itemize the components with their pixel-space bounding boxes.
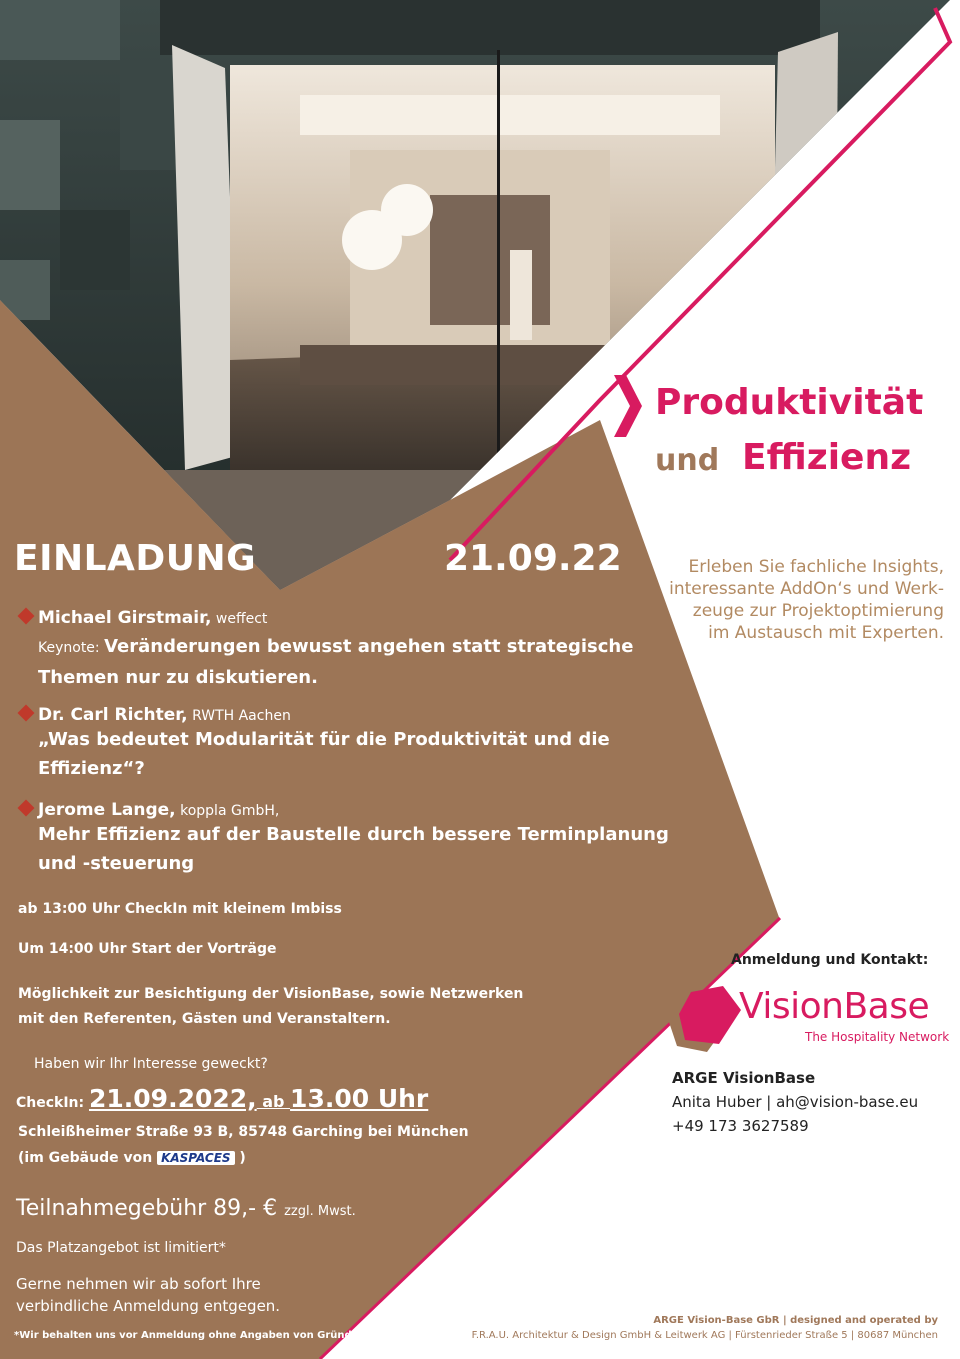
contact-details [672, 1066, 918, 1138]
checkin-label: CheckIn: [16, 1095, 89, 1111]
visionbase-logo-word: VisionBase [739, 986, 930, 1027]
checkin-time: 13.00 Uhr [290, 1084, 429, 1113]
speaker-1 [18, 608, 633, 692]
building-prefix: (im Gebäude von [18, 1150, 158, 1166]
speaker-org: weffect [211, 611, 268, 627]
start-info: Um 14:00 Uhr Start der Vorträge [18, 941, 277, 957]
title-produktivitaet: Produktivität [655, 382, 924, 423]
limited-note: Das Platzangebot ist limitiert* [16, 1240, 226, 1256]
bullet-icon [18, 705, 35, 722]
event-date: 21.09.22 [444, 538, 622, 579]
intro-line: interessante AddOn‘s und Werk- [669, 579, 944, 599]
intro-text [640, 556, 944, 644]
speaker-3 [18, 800, 669, 878]
address: Schleißheimer Straße 93 B, 85748 Garching bei München [18, 1124, 469, 1140]
title-effizienz: Effizienz [742, 437, 912, 478]
footer [472, 1313, 938, 1343]
visit-line: Möglichkeit zur Besichtigung der VisionBase, sowie Netzwerken [18, 986, 524, 1002]
accept-line: verbindliche Anmeldung entgegen. [16, 1297, 281, 1315]
footer-line: ARGE Vision-Base GbR | designed and operated by [653, 1315, 938, 1326]
accept-line: Gerne nehmen wir ab sofort Ihre [16, 1275, 261, 1293]
checkin-ab: ab [256, 1092, 291, 1111]
talk-title: „Was bedeutet Modularität für die Produktivität und die [38, 729, 610, 750]
fee-amount: Teilnahmegebühr 89,- € [16, 1196, 285, 1221]
einladung-heading: EINLADUNG [14, 538, 257, 579]
checkin-date: 21.09.2022, [89, 1084, 257, 1113]
fee-tax: zzgl. Mwst. [284, 1204, 356, 1219]
contact-org: ARGE VisionBase [672, 1069, 816, 1087]
visionbase-tagline: The Hospitality Network [805, 1030, 950, 1044]
fee [16, 1196, 356, 1221]
intro-line: Erleben Sie fachliche Insights, [688, 557, 944, 577]
contact-phone[interactable]: +49 173 3627589 [672, 1117, 809, 1135]
speaker-org: koppla GmbH, [175, 803, 280, 819]
visit-info [18, 982, 523, 1032]
building-suffix: ) [234, 1150, 246, 1166]
talk-title: Veränderungen bewusst angehen statt strategische [104, 636, 634, 657]
chevron-icon [614, 375, 642, 437]
footnote: *Wir behalten uns vor Anmeldung ohne Angaben von Gründen abzulehnen. [14, 1330, 439, 1341]
speaker-name: Michael Girstmair, [38, 608, 212, 628]
speaker-org: RWTH Aachen [187, 708, 291, 724]
intro-line: im Austausch mit Experten. [708, 623, 944, 643]
speaker-name: Jerome Lange, [38, 800, 176, 820]
intro-line: zeuge zur Projektoptimierung [692, 601, 944, 621]
contact-title: Anmeldung und Kontakt: [731, 952, 929, 968]
talk-title: und -steuerung [38, 853, 195, 874]
footer-line: F.R.A.U. Architektur & Design GmbH & Leitwerk AG | Fürstenrieder Straße 5 | 80687 München [471, 1330, 938, 1341]
bullet-icon [18, 608, 35, 625]
speaker-name: Dr. Carl Richter, [38, 705, 188, 725]
checkin-details [16, 1084, 428, 1113]
checkin-info: ab 13:00 Uhr CheckIn mit kleinem Imbiss [18, 901, 342, 917]
talk-title: Mehr Effizienz auf der Baustelle durch bessere Terminplanung [38, 824, 669, 845]
building-note [18, 1150, 246, 1166]
visionbase-logo-icon [667, 986, 747, 1056]
interest-question: Haben wir Ihr Interesse geweckt? [34, 1056, 268, 1072]
contact-person[interactable]: Anita Huber | ah@vision-base.eu [672, 1093, 919, 1111]
visit-line: mit den Referenten, Gästen und Veranstaltern. [18, 1011, 391, 1027]
talk-title: Themen nur zu diskutieren. [38, 667, 318, 688]
kaspaces-logo: KASPACES [157, 1151, 235, 1165]
talk-title: Effizienz“? [38, 758, 145, 779]
title-und: und [655, 443, 720, 478]
bullet-icon [18, 800, 35, 817]
speaker-2 [18, 705, 610, 783]
accept-note [16, 1273, 280, 1317]
keynote-label: Keynote: [38, 640, 105, 656]
